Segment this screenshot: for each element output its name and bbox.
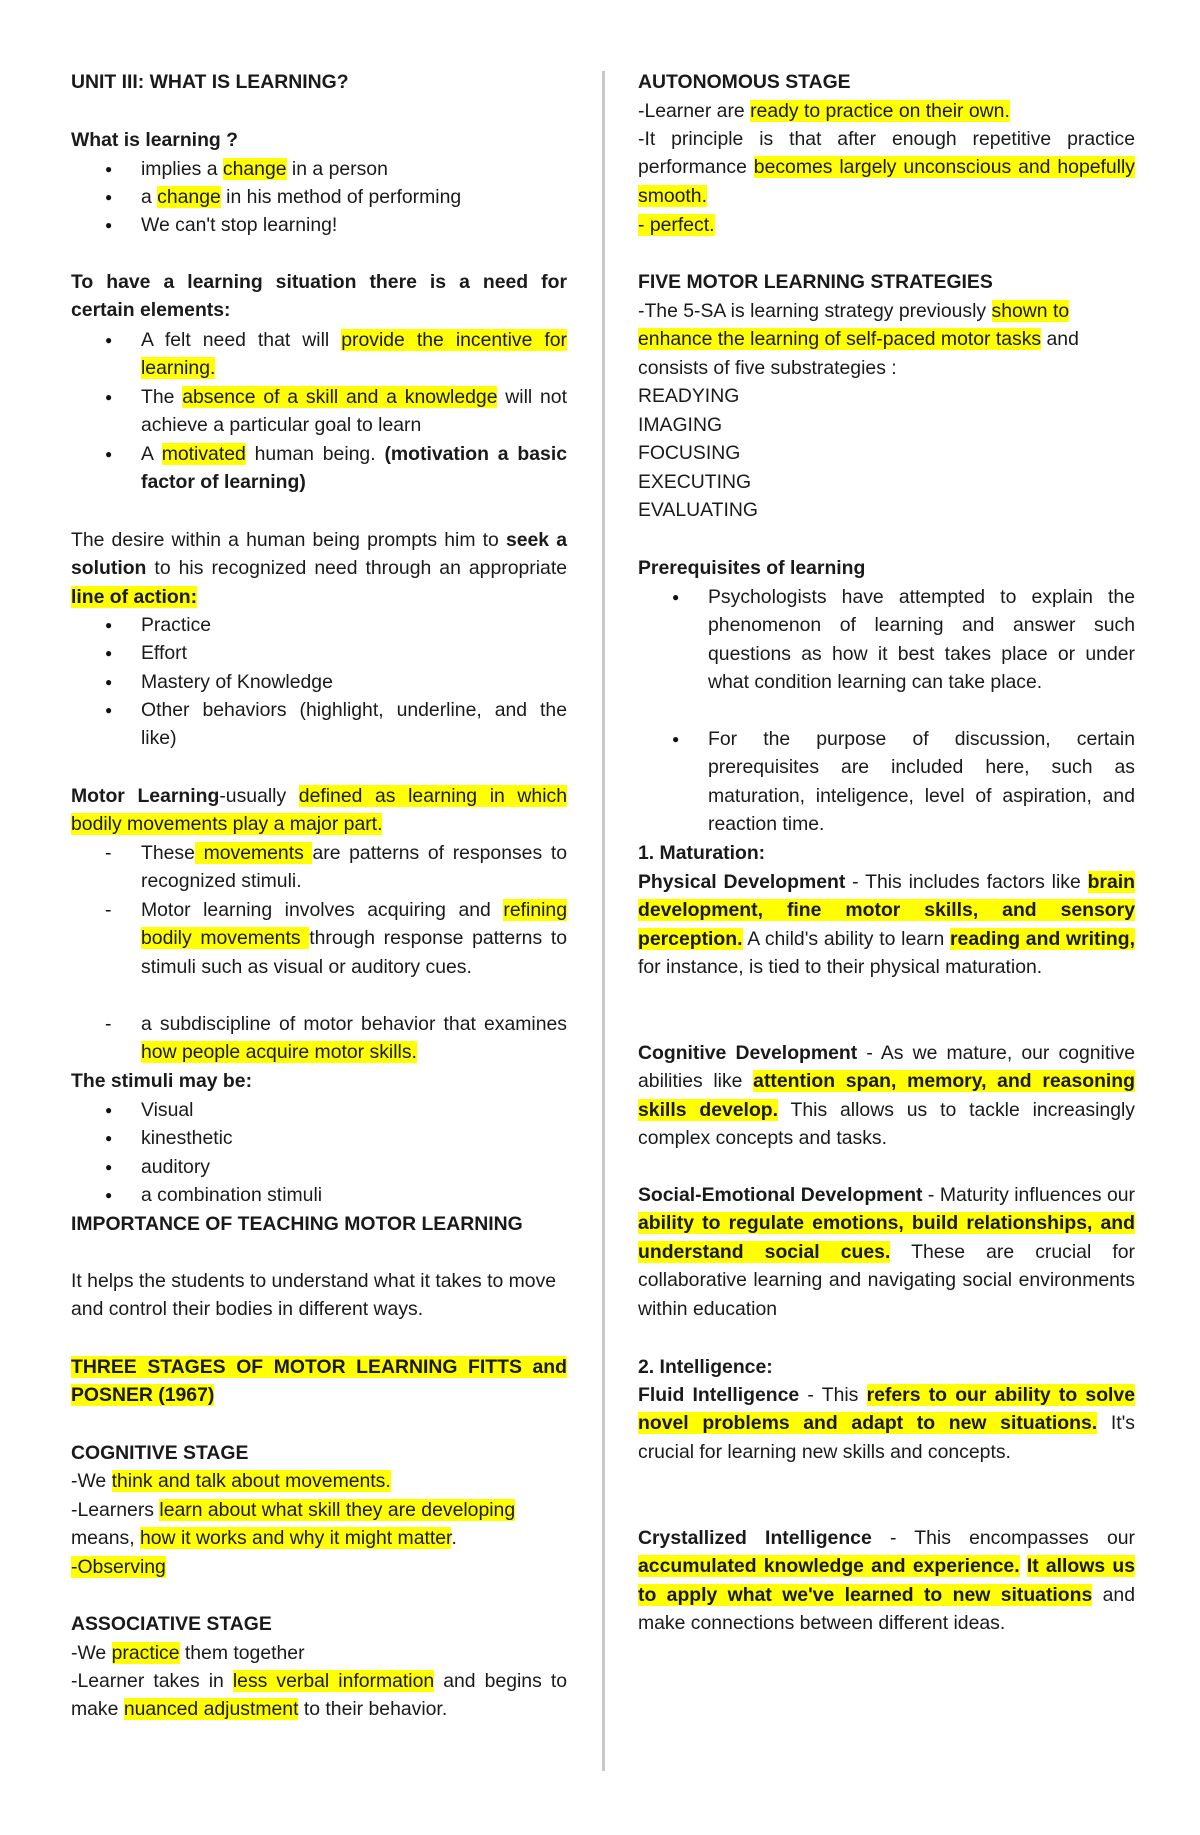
stimuli-bullet-1: ● Visual [141,1096,567,1124]
five-strategies-text: -The 5-SA is learning strategy previously shown to enhance the learning of self-paced motor tasks and consists of five substrategies : [638,300,1079,379]
cognitive-line-2: -Learners learn about what skill they are developing means, how it works and why it might matter. [71,1499,516,1550]
desire-paragraph: The desire within a human being prompts him to seek a solution to his recognized need through an appropriate line of action: [71,529,567,608]
substrategy-focusing: FOCUSING [638,442,741,464]
substrategy-executing: EXECUTING [638,471,752,493]
stimuli-bullet-2: ● kinesthetic [141,1124,567,1152]
action-bullet-2: ● Effort [141,639,567,667]
associative-stage-heading: ASSOCIATIVE STAGE [71,1613,272,1635]
column-divider [602,71,605,1771]
five-strategies-heading: FIVE MOTOR LEARNING STRATEGIES [638,271,993,293]
crystallized-intelligence-paragraph: Crystallized Intelligence - This encompasses our accumulated knowledge and experience. It allows us to apply what we've learned to new situations and make connections between different ideas. [638,1527,1135,1635]
intelligence-heading: 2. Intelligence: [638,1356,773,1378]
what-bullet-2: ● a change in his method of performing [141,183,567,211]
prerequisite-bullet-1: ● Psychologists have attempted to explain the phenomenon of learning and answer such questions as how it best takes place or under what condition learning can take place. [708,583,1135,697]
associative-line-1: -We practice them together [71,1642,305,1664]
physical-development-paragraph: Physical Development - This includes factors like brain development, fine motor skills, and sensory perception. A child's ability to learn reading and writing, for instance, is tied to their physical maturation. [638,871,1135,979]
what-bullet-1: ● implies a change in a person [141,155,567,183]
element-bullet-3: ● A motivated human being. (motivation a basic factor of learning) [141,440,567,497]
substrategy-evaluating: EVALUATING [638,499,758,521]
fluid-intelligence-paragraph: Fluid Intelligence - This refers to our ability to solve novel problems and adapt to new situations. It's crucial for learning new skills and concepts. [638,1384,1135,1463]
cognitive-stage-heading: COGNITIVE STAGE [71,1442,249,1464]
social-emotional-paragraph: Social-Emotional Development - Maturity influences our ability to regulate emotions, build relationships, and understand social cues. These are crucial for collaborative learning and navigating social environments within education [638,1184,1135,1320]
stimuli-bullet-3: ● auditory [141,1153,567,1181]
cognitive-line-3: -Observing [71,1556,166,1578]
three-stages-heading: THREE STAGES OF MOTOR LEARNING FITTS and POSNER (1967) [71,1356,567,1407]
autonomous-line-2: -It principle is that after enough repetitive practice performance becomes largely unconscious and hopefully smooth. [638,128,1135,207]
motor-dash-2: - Motor learning involves acquiring and refining bodily movements through response patterns to stimuli such as visual or auditory cues. [141,896,567,981]
what-bullet-3: ● We can't stop learning! [141,211,567,239]
autonomous-stage-heading: AUTONOMOUS STAGE [638,71,851,93]
element-bullet-2: ● The absence of a skill and a knowledge will not achieve a particular goal to learn [141,383,567,440]
substrategy-readying: READYING [638,385,740,407]
stimuli-heading: The stimuli may be: [71,1070,253,1092]
prerequisites-heading: Prerequisites of learning [638,557,866,579]
importance-heading: IMPORTANCE OF TEACHING MOTOR LEARNING [71,1213,523,1235]
action-bullet-4: ● Other behaviors (highlight, underline, and the like) [141,696,567,753]
element-bullet-1: ● A felt need that will provide the incentive for learning. [141,326,567,383]
cognitive-line-1: -We think and talk about movements. [71,1470,391,1492]
motor-learning-paragraph: Motor Learning-usually defined as learning in which bodily movements play a major part. [71,785,567,836]
elements-heading: To have a learning situation there is a need for certain elements: [71,271,567,322]
motor-dash-3: - a subdiscipline of motor behavior that examines how people acquire motor skills. [141,1010,567,1067]
autonomous-line-1: -Learner are ready to practice on their own. [638,100,1010,122]
associative-line-2: -Learner takes in less verbal information and begins to make nuanced adjustment to their behavior. [71,1670,567,1721]
cognitive-development-paragraph: Cognitive Development - As we mature, our cognitive abilities like attention span, memory, and reasoning skills develop. This allows us to tackle increasingly complex concepts and tasks. [638,1042,1136,1150]
substrategy-imaging: IMAGING [638,414,723,436]
stimuli-bullet-4: ● a combination stimuli [141,1181,567,1209]
action-bullet-3: ● Mastery of Knowledge [141,668,567,696]
unit-title: UNIT III: WHAT IS LEARNING? [71,71,349,93]
what-heading: What is learning ? [71,129,238,151]
importance-text: It helps the students to understand what it takes to move and control their bodies in different ways. [71,1270,557,1321]
motor-dash-1: - These movements are patterns of responses to recognized stimuli. [141,839,567,896]
maturation-heading: 1. Maturation: [638,842,766,864]
action-bullet-1: ● Practice [141,611,567,639]
autonomous-line-3: - perfect. [638,214,715,236]
prerequisite-bullet-2: ● For the purpose of discussion, certain prerequisites are included here, such as maturation, inteligence, level of aspiration, and reaction time. [708,725,1135,839]
